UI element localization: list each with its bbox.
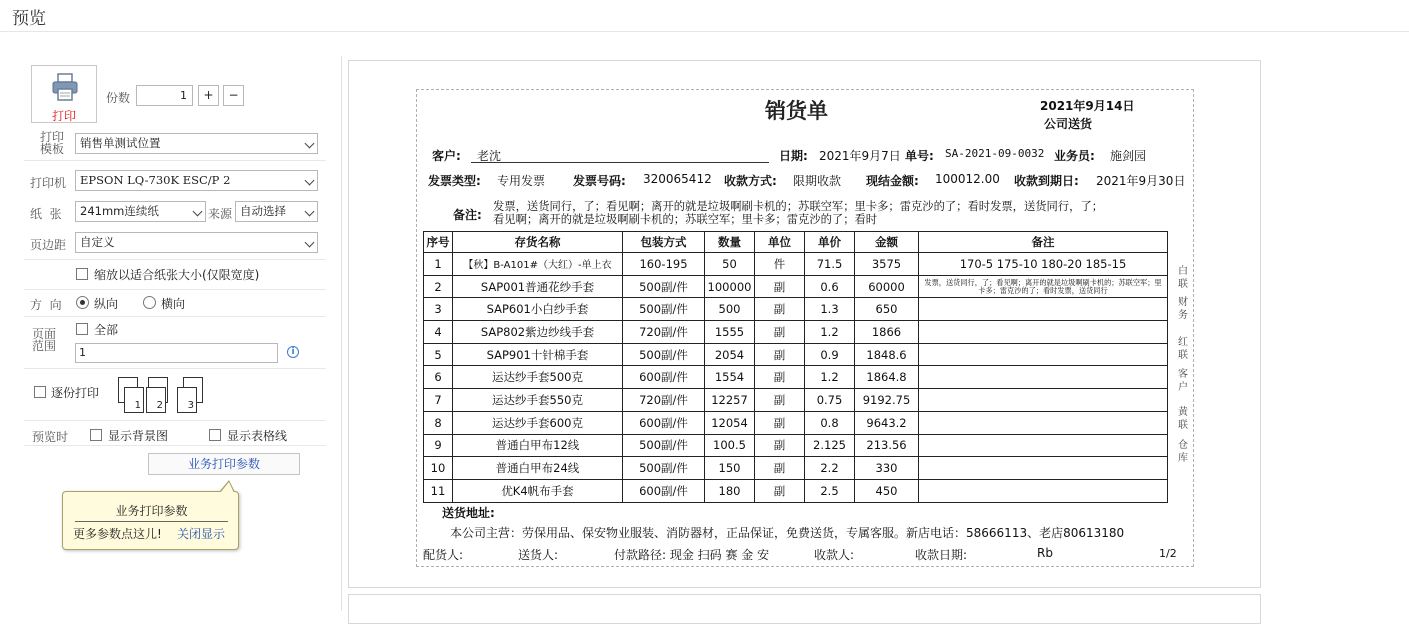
table-cell: [919, 389, 1168, 412]
table-cell: 1.2: [805, 366, 855, 389]
table-cell: 160-195: [623, 253, 705, 276]
page-number: 2: [156, 400, 163, 411]
table-cell: 600副/件: [623, 366, 705, 389]
params-tooltip: [62, 491, 239, 550]
salesman-label: 业务员:: [1054, 149, 1095, 163]
table-cell: 2054: [705, 343, 755, 366]
due-date-label: 收款到期日:: [1014, 174, 1079, 188]
date-label: 日期:: [779, 149, 808, 163]
sales-order-sheet: [416, 89, 1194, 567]
table-cell: 2.5: [805, 479, 855, 502]
template-label: 打印 模板: [40, 130, 65, 156]
remark-label: 备注:: [453, 208, 482, 222]
table-cell: 副: [755, 479, 805, 502]
next-preview-page: [348, 594, 1261, 624]
side-label: 仓库: [1178, 440, 1188, 464]
paper-label: 纸 张: [30, 207, 62, 221]
invoice-type-value: 专用发票: [497, 174, 546, 188]
portrait-radio[interactable]: [76, 296, 89, 309]
order-number-value: SA-2021-09-0032: [945, 147, 1045, 160]
order-number-label: 单号:: [905, 149, 934, 163]
page-number: 1: [134, 400, 141, 411]
customer-underline: [471, 162, 769, 163]
table-cell: 330: [855, 457, 919, 480]
table-cell: 优K4帆布手套: [453, 479, 623, 502]
info-icon[interactable]: i: [287, 346, 299, 358]
page-icon: [177, 387, 197, 413]
table-cell: 50: [705, 253, 755, 276]
table-cell: 450: [855, 479, 919, 502]
table-cell: SAP802紫边纱线手套: [453, 321, 623, 344]
column-header: 存货名称: [453, 232, 623, 253]
table-cell: 650: [855, 298, 919, 321]
table-cell: 副: [755, 275, 805, 298]
table-cell: 1: [424, 253, 453, 276]
customer-value: 老沈: [477, 149, 502, 163]
remark-line-2: 看见啊；离开的就是垃圾啊刷卡机的；苏联空军；里卡多；雷克沙的了；看时: [493, 213, 878, 226]
items-table: [423, 231, 1168, 503]
customer-label: 客户:: [432, 149, 461, 163]
table-row: [424, 321, 1168, 344]
column-header: 单价: [805, 232, 855, 253]
table-cell: 2.2: [805, 457, 855, 480]
table-row: [424, 343, 1168, 366]
table-cell: [919, 479, 1168, 502]
table-cell: 500副/件: [623, 298, 705, 321]
table-cell: 9: [424, 434, 453, 457]
margin-select-value: 自定义: [80, 235, 115, 249]
chevron-down-icon: [305, 238, 315, 248]
date-value: 2021年9月7日: [819, 149, 901, 163]
document-title: 销货单: [765, 98, 828, 123]
print-button-label: 打印: [51, 109, 76, 123]
table-cell: 600副/件: [623, 411, 705, 434]
table-row: [424, 253, 1168, 276]
invoice-number-value: 320065412: [643, 172, 712, 186]
collate-checkbox[interactable]: [34, 386, 46, 398]
invoice-number-label: 发票号码:: [573, 174, 626, 188]
business-print-params-button[interactable]: 业务打印参数: [148, 453, 300, 475]
portrait-label: 纵向: [94, 297, 119, 311]
table-cell: 1555: [705, 321, 755, 344]
table-cell: 500副/件: [623, 434, 705, 457]
table-cell: 0.8: [805, 411, 855, 434]
remark-line-1: 发票，送货同行，了；看见啊；离开的就是垃圾啊刷卡机的；苏联空军；里卡多；雷克沙的了；看时发票，送货同行，了；: [493, 200, 1104, 213]
printer-select-value: EPSON LQ-730K ESC/P 2: [80, 173, 231, 187]
table-cell: 2: [424, 275, 453, 298]
table-cell: 500副/件: [623, 457, 705, 480]
chevron-down-icon: [305, 176, 315, 186]
divider: [24, 160, 326, 161]
table-cell: 副: [755, 434, 805, 457]
table-cell: 运达纱手套600克: [453, 411, 623, 434]
delivery-type: 公司送货: [1044, 117, 1093, 131]
column-header: 单位: [755, 232, 805, 253]
salesman-value: 施剑园: [1110, 149, 1147, 163]
table-cell: 100.5: [705, 434, 755, 457]
table-cell: 180: [705, 479, 755, 502]
orientation-label: 方 向: [30, 298, 62, 312]
table-row: [424, 457, 1168, 480]
table-cell: 副: [755, 389, 805, 412]
table-cell: 件: [755, 253, 805, 276]
table-cell: 普通白甲布12线: [453, 434, 623, 457]
template-select-value: 销售单测试位置: [80, 136, 161, 150]
column-header: 金额: [855, 232, 919, 253]
chevron-down-icon: [305, 139, 315, 149]
source-label: 来源: [208, 207, 233, 221]
table-cell: 副: [755, 298, 805, 321]
template-select[interactable]: [75, 133, 318, 154]
table-cell: [919, 321, 1168, 344]
page-number: 3: [187, 400, 194, 411]
copies-decrement-button[interactable]: −: [223, 85, 244, 106]
divider: [24, 316, 326, 317]
table-cell: 500副/件: [623, 343, 705, 366]
table-cell: 3: [424, 298, 453, 321]
table-cell: 3575: [855, 253, 919, 276]
page-range-label: 页面 范围: [32, 327, 57, 353]
table-cell: 1864.8: [855, 366, 919, 389]
printer-select[interactable]: [75, 170, 318, 191]
divider: [24, 445, 326, 446]
table-cell: 11: [424, 479, 453, 502]
chevron-down-icon: [193, 207, 203, 217]
table-cell: 0.9: [805, 343, 855, 366]
table-cell: 500: [705, 298, 755, 321]
show-background-label: 显示背景图: [108, 429, 169, 443]
table-cell: 副: [755, 343, 805, 366]
table-cell: 1.2: [805, 321, 855, 344]
table-cell: 副: [755, 321, 805, 344]
table-cell: 1866: [855, 321, 919, 344]
rb-label: Rb: [1037, 546, 1053, 560]
side-label: 白联: [1178, 266, 1188, 290]
page-icon: [124, 387, 144, 413]
table-row: [424, 434, 1168, 457]
margin-select[interactable]: [75, 232, 318, 253]
table-cell: 213.56: [855, 434, 919, 457]
column-header: 数量: [705, 232, 755, 253]
side-label: 黄联: [1178, 407, 1188, 431]
table-cell: 4: [424, 321, 453, 344]
table-row: [424, 275, 1168, 298]
all-pages-label: 全部: [94, 323, 119, 337]
preview-options-label: 预览时: [32, 430, 69, 444]
table-cell: 12054: [705, 411, 755, 434]
source-select[interactable]: [235, 201, 318, 222]
invoice-type-label: 发票类型:: [428, 174, 481, 188]
print-settings-panel: [24, 56, 326, 611]
tooltip-title: 业务打印参数: [75, 502, 228, 522]
table-cell: 60000: [855, 275, 919, 298]
table-cell: SAP901十针棉手套: [453, 343, 623, 366]
print-button[interactable]: [31, 65, 97, 123]
table-cell: 【秋】B-A101#（大红）-单上衣: [453, 253, 623, 276]
table-row: [424, 479, 1168, 502]
side-label: 客户: [1178, 369, 1188, 393]
show-background-checkbox[interactable]: [90, 429, 102, 441]
divider: [24, 420, 326, 421]
tooltip-message: 更多参数点这儿!: [73, 527, 162, 541]
column-header: 包装方式: [623, 232, 705, 253]
print-date: 2021年9月14日: [1040, 99, 1135, 113]
payment-route-label: 付款路径: 现金 扫码 赛 金 安: [614, 548, 770, 562]
table-cell: 运达纱手套500克: [453, 366, 623, 389]
page-range-input[interactable]: 1: [75, 343, 278, 363]
divider: [24, 259, 326, 260]
printer-icon: [50, 72, 80, 102]
all-pages-checkbox[interactable]: [76, 323, 88, 335]
table-cell: [919, 298, 1168, 321]
fit-width-checkbox[interactable]: [76, 268, 88, 280]
table-cell: SAP601小白纱手套: [453, 298, 623, 321]
table-cell: 170-5 175-10 180-20 185-15: [919, 253, 1168, 276]
column-header: 序号: [424, 232, 453, 253]
landscape-label: 横向: [161, 297, 186, 311]
receiver-label: 收款人:: [814, 548, 855, 562]
table-header-row: [424, 232, 1168, 253]
table-cell: 运达纱手套550克: [453, 389, 623, 412]
preview-page: [348, 60, 1261, 588]
table-cell: 10: [424, 457, 453, 480]
table-row: [424, 411, 1168, 434]
cash-amount-label: 现结金额:: [866, 174, 919, 188]
table-row: [424, 298, 1168, 321]
table-cell: [919, 434, 1168, 457]
side-label: 红联: [1178, 337, 1188, 361]
table-cell: 6: [424, 366, 453, 389]
landscape-radio[interactable]: [143, 296, 156, 309]
table-cell: 9192.75: [855, 389, 919, 412]
table-cell: 9643.2: [855, 411, 919, 434]
table-cell: 150: [705, 457, 755, 480]
chevron-down-icon: [305, 207, 315, 217]
paper-select-value: 241mm连续纸: [80, 204, 159, 218]
margin-label: 页边距: [30, 238, 67, 252]
fit-width-label: 缩放以适合纸张大小(仅限宽度): [94, 268, 260, 282]
table-cell: 71.5: [805, 253, 855, 276]
table-cell: 副: [755, 457, 805, 480]
panel-divider: [341, 56, 342, 611]
table-cell: SAP001普通花纱手套: [453, 275, 623, 298]
tooltip-close-link[interactable]: 关闭显示: [177, 527, 226, 541]
due-date-value: 2021年9月30日: [1096, 174, 1186, 188]
collate-label: 逐份打印: [51, 386, 100, 400]
receive-date-label: 收款日期:: [915, 548, 968, 562]
table-cell: 500副/件: [623, 275, 705, 298]
table-cell: 0.6: [805, 275, 855, 298]
table-cell: 7: [424, 389, 453, 412]
table-cell: 1.3: [805, 298, 855, 321]
table-cell: [919, 343, 1168, 366]
page-icon: [146, 387, 166, 413]
cash-amount-value: 100012.00: [935, 172, 1000, 186]
show-gridlines-label: 显示表格线: [227, 429, 288, 443]
column-header: 备注: [919, 232, 1168, 253]
payment-method-value: 限期收款: [793, 174, 842, 188]
table-cell: 12257: [705, 389, 755, 412]
payment-method-label: 收款方式:: [724, 174, 777, 188]
paper-select[interactable]: [75, 201, 206, 222]
table-cell: 2.125: [805, 434, 855, 457]
table-cell: 720副/件: [623, 321, 705, 344]
window-title: 预览: [12, 9, 46, 29]
table-row: [424, 389, 1168, 412]
table-cell: 600副/件: [623, 479, 705, 502]
divider: [24, 289, 326, 290]
table-cell: 副: [755, 366, 805, 389]
deliverer-label: 送货人:: [518, 548, 559, 562]
table-cell: 副: [755, 411, 805, 434]
table-cell: 发票，送货同行，了；看见啊；离开的就是垃圾啊刷卡机的；苏联空军；里卡多；雷克沙的了；看时发票，送货同行: [919, 275, 1168, 298]
copies-increment-button[interactable]: +: [198, 85, 219, 106]
table-cell: 1554: [705, 366, 755, 389]
table-cell: [919, 366, 1168, 389]
show-gridlines-checkbox[interactable]: [209, 429, 221, 441]
picker-label: 配货人:: [423, 548, 464, 562]
business-info-line: 本公司主营：劳保用品、保安物业服装、消防器材，正品保证，免费送货，专属客服。新店电话：58666113、老店80613180: [450, 526, 1125, 540]
source-select-value: 自动选择: [240, 204, 286, 218]
copies-label: 份数: [106, 91, 131, 105]
printer-label: 打印机: [30, 176, 67, 190]
table-cell: 普通白甲布24线: [453, 457, 623, 480]
table-cell: 5: [424, 343, 453, 366]
page-indicator: 1/2: [1159, 547, 1177, 560]
table-cell: 0.75: [805, 389, 855, 412]
divider: [24, 368, 326, 369]
table-cell: 100000: [705, 275, 755, 298]
tooltip-arrow-fill: [220, 482, 234, 493]
delivery-address-label: 送货地址:: [442, 506, 495, 520]
side-label: 财务: [1178, 297, 1188, 321]
table-cell: [919, 411, 1168, 434]
table-cell: 8: [424, 411, 453, 434]
title-bar: [0, 0, 1409, 32]
table-row: [424, 366, 1168, 389]
copies-input[interactable]: 1: [136, 85, 193, 106]
table-cell: 1848.6: [855, 343, 919, 366]
table-cell: 720副/件: [623, 389, 705, 412]
table-cell: [919, 457, 1168, 480]
items-table-body: [424, 253, 1168, 503]
